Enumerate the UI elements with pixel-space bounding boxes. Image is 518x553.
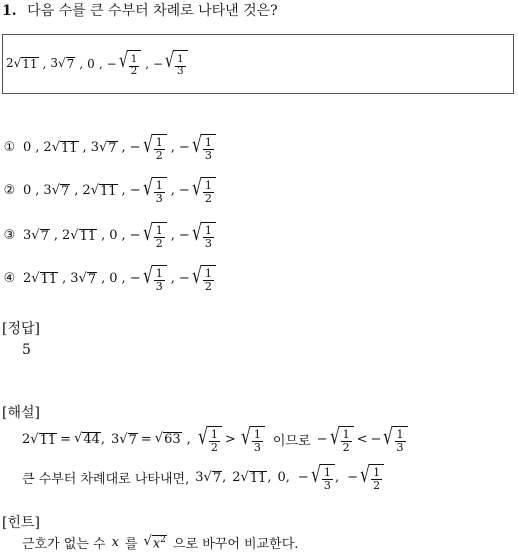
choice-1-marker: ① bbox=[3, 140, 16, 156]
hint-line: 근호가 없는 수 x 를 √ $x^2$ 으로 바꾸어 비교한다. bbox=[22, 533, 299, 552]
given-item-5: − √ $\frac{1}{3}$ bbox=[153, 50, 188, 77]
hint-part-2: 를 bbox=[124, 537, 138, 552]
choice-3[interactable]: ③ 3 √ 7 , 2 √ 11 , 0 , − √ $\frac{1}{2}$ , − √ $\frac{1}{3}$ bbox=[2, 222, 216, 249]
answer-value: 5 bbox=[22, 342, 31, 358]
explanation-line-1-tail: 이므로 bbox=[272, 434, 311, 450]
question-prompt: 다음 수를 큰 수부터 차례로 나타낸 것은? bbox=[27, 3, 278, 19]
hint-part-1: 근호가 없는 수 bbox=[22, 537, 106, 552]
explanation-line-2-head: 큰 수부터 차례대로 나타내면, bbox=[22, 472, 190, 488]
explanation-heading: [해설] bbox=[2, 405, 40, 421]
question-number: 1. bbox=[2, 3, 17, 19]
choice-1[interactable]: ① 0 , 2 √ 11 , 3 √ 7 , − √ $\frac{1}{2}$ , − √ $\frac{1}{3}$ bbox=[2, 134, 216, 161]
question-line bbox=[2, 0, 278, 20]
given-item-2: 3 √ 7 bbox=[50, 56, 75, 72]
answer-heading: [정답] bbox=[2, 321, 40, 337]
hint-part-3: 으로 바꾸어 비교한다. bbox=[172, 537, 299, 552]
explanation-line-2: 큰 수부터 차례대로 나타내면, 3 √ 7 , 2 √ 11 , 0, − √ $\frac{1}{3}$ , − √ $\frac{1}{2}$ bbox=[22, 464, 384, 491]
choice-2-marker: ② bbox=[3, 183, 16, 199]
hint-var: x bbox=[111, 535, 119, 550]
given-item-3: 0 bbox=[87, 56, 95, 71]
choice-4-marker: ④ bbox=[3, 271, 16, 287]
given-item-4: − √ $\frac{1}{2}$ bbox=[107, 50, 142, 77]
choice-4[interactable]: ④ 2 √ 11 , 3 √ 7 , 0 , − √ $\frac{1}{3}$ , − √ $\frac{1}{2}$ bbox=[2, 265, 216, 292]
choice-3-marker: ③ bbox=[3, 228, 16, 244]
choice-2[interactable]: ② 0 , 3 √ 7 , 2 √ 11 , − √ $\frac{1}{3}$ , − √ $\frac{1}{2}$ bbox=[2, 177, 216, 204]
given-item-1: 2 √ 11 bbox=[6, 56, 38, 72]
hint-heading: [힌트] bbox=[2, 515, 40, 531]
explanation-line-1: 2 √ 11 = √ 44 , 3 √ 7 = √ 63 , √ $\frac{1}{2}$ > √ $\frac{1}{3}$ 이므로 − √ $\frac{1}{2}$ < − √ $\frac{1}{3}$ bbox=[22, 426, 408, 453]
given-numbers: 2 √ 11 , 3 √ 7 , 0 , − √ $\frac{1}{2}$ , − √ $\frac{1}{3}$ bbox=[6, 50, 188, 77]
